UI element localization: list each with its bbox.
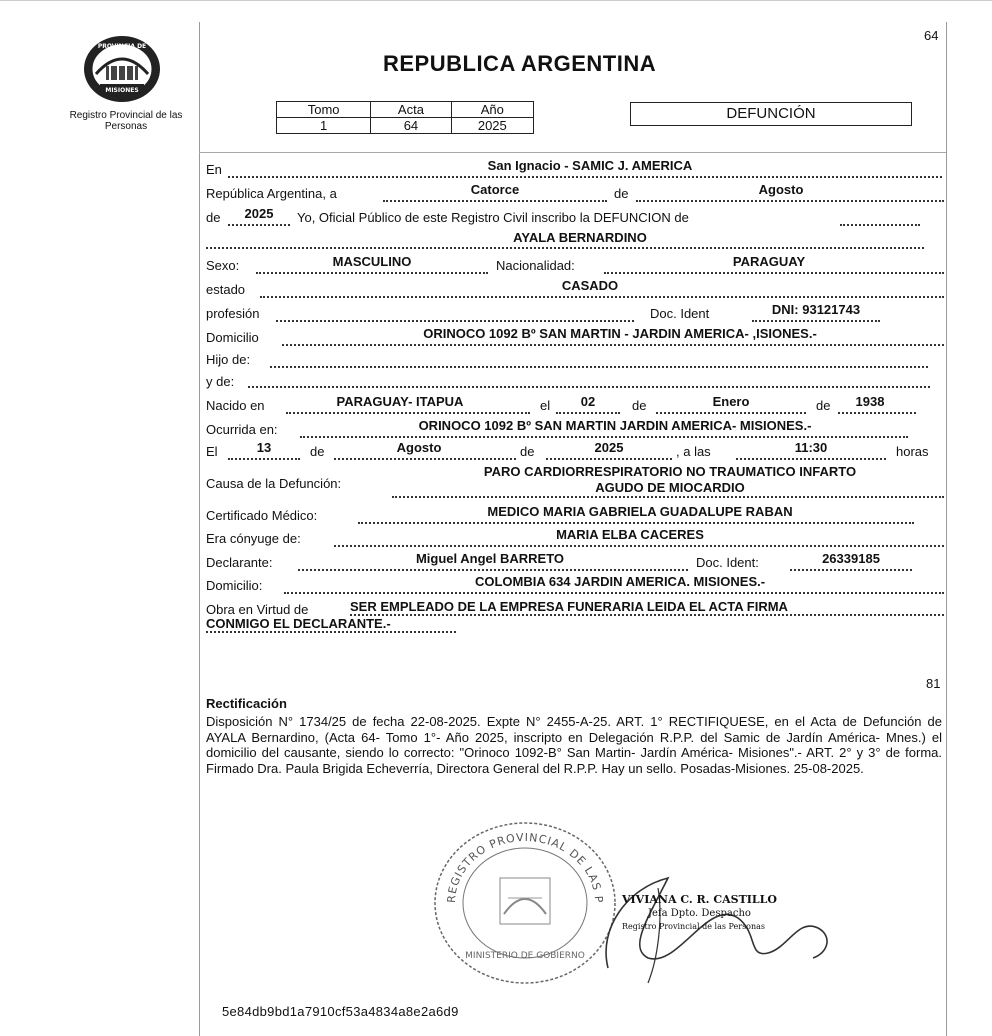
def-anio-line: [546, 458, 672, 460]
obra-label: Obra en Virtud de: [206, 602, 309, 617]
y-de-label: y de:: [206, 374, 235, 389]
registry-label: Registro Provincial de las Personas: [69, 110, 183, 132]
republica-label: República Argentina, a: [206, 186, 337, 201]
sexo-label: Sexo:: [206, 258, 240, 273]
record-value-acta: 64: [371, 118, 451, 134]
domicilio-line: [282, 344, 944, 346]
doc-ident2-label: Doc. Ident:: [696, 555, 759, 570]
document-hash: 5e84db9bd1a7910cf53a4834a8e2a6d9: [222, 1004, 459, 1019]
obra-line1: SER EMPLEADO DE LA EMPRESA FUNERARIA LEIDA EL ACTA FIRMA: [350, 599, 788, 614]
dia-line: [383, 200, 607, 202]
a-las-label: , a las: [676, 444, 711, 459]
domicilio2-value: COLOMBIA 634 JARDIN AMERICA. MISIONES.-: [474, 574, 766, 589]
horas-label: horas: [896, 444, 929, 459]
def-dia-line: [228, 458, 300, 460]
svg-text:REGISTRO PROVINCIAL DE LAS PER: REGISTRO PROVINCIAL DE LAS P: [444, 830, 606, 904]
domicilio2-line: [284, 592, 944, 594]
domicilio2-label: Domicilio:: [206, 578, 263, 593]
y-de-line: [248, 386, 930, 388]
causa-line1: PARO CARDIORRESPIRATORIO NO TRAUMATICO INFARTO: [483, 464, 857, 479]
conyuge-line: [334, 545, 944, 547]
nacido-line: [286, 412, 530, 414]
record-header-acta: Acta: [371, 102, 451, 118]
domicilio-value: ORINOCO 1092 Bº SAN MARTIN - JARDIN AMERICA- ,ISIONES.-: [423, 326, 817, 341]
declarante-label: Declarante:: [206, 555, 273, 570]
def-de2-label: de: [520, 444, 535, 459]
domicilio-label: Domicilio: [206, 330, 259, 345]
conyuge-label: Era cónyuge de:: [206, 531, 301, 546]
nombre-value: AYALA BERNARDINO: [513, 230, 647, 245]
nac-anio-line: [838, 412, 916, 414]
de-anio-label: de: [206, 210, 221, 225]
causa-line2: AGUDO DE MIOCARDIO: [595, 480, 745, 495]
doc-ident-label: Doc. Ident: [650, 306, 710, 321]
svg-text:PROVINCIA DE: PROVINCIA DE: [97, 43, 147, 50]
mes-line: [636, 200, 944, 202]
province-seal: [80, 34, 164, 104]
right-margin-line: [946, 22, 947, 1036]
sexo-line: [256, 272, 488, 274]
record-value-tomo: 1: [277, 118, 371, 134]
el-label: el: [540, 398, 551, 413]
nombre-line: [206, 247, 924, 249]
doc-ident-value: DNI: 93121743: [771, 302, 861, 317]
hijo-label: Hijo de:: [206, 352, 251, 367]
dia-value: Catorce: [470, 182, 520, 197]
doc-ident2-line: [790, 569, 912, 571]
hora-value: 11:30: [794, 440, 828, 455]
record-table-values: [277, 118, 534, 134]
estado-line: [260, 296, 944, 298]
province-seal-icon: [80, 34, 164, 104]
causa-line: [392, 496, 944, 498]
causa-label: Causa de la Defunción:: [206, 476, 342, 491]
certificado-line: [358, 522, 914, 524]
ocurrida-label: Ocurrida en:: [206, 422, 278, 437]
en-value: San Ignacio - SAMIC J. AMERICA: [487, 158, 693, 173]
nac-dia-line: [556, 412, 620, 414]
signer-role: Jefa Dpto. Despacho: [648, 908, 751, 919]
page-title: REPUBLICA ARGENTINA: [383, 51, 657, 76]
nacionalidad-label: Nacionalidad:: [496, 258, 575, 273]
inscribo-text: Yo, Oficial Público de este Registro Civil inscribo la DEFUNCION de: [297, 210, 689, 225]
def-de-label: de: [310, 444, 325, 459]
ocurrida-line: [300, 436, 908, 438]
rectificacion-body: Disposición N° 1734/25 de fecha 22-08-2025. Expte N° 2455-A-25. ART. 1° RECTIFIQUESE, en el Acta de Defunción de AYALA Bernardino, (Acta 64- Tomo 1°- Año 2025, inscripto en Delegación R.P.P. del Samic de Jardín América- Mnes.) el domicilio del causante, siendo lo correcto: "Orinoco 1092-B° San Martin- Jardín América- Misiones".- ART. 2° y 3° de forma. Firmado Dra. Paula Brigida Echeverría, Directora General del R.P.P. Hay un sello. Posadas-Misiones. 25-08-2025.: [206, 714, 942, 776]
estado-value: CASADO: [561, 278, 619, 293]
profesion-label: profesión: [206, 306, 260, 321]
svg-text:MINISTERIO DE GOBIERNO: MINISTERIO DE GOBIERNO: [465, 951, 585, 961]
doc-ident-line: [752, 320, 880, 322]
record-table-header: [277, 102, 534, 118]
nac-de2-label: de: [816, 398, 831, 413]
certificado-value: MEDICO MARIA GABRIELA GUADALUPE RABAN: [487, 504, 793, 519]
nacido-label: Nacido en: [206, 398, 265, 413]
hijo-line: [270, 366, 928, 368]
obra-underline2: [206, 631, 456, 633]
inscribo-line: [840, 224, 920, 226]
declarante-line: [298, 569, 688, 571]
rectificacion-number: 81: [926, 676, 941, 691]
nacionalidad-line: [604, 272, 944, 274]
def-mes-line: [334, 458, 516, 460]
page-number: 64: [924, 28, 939, 43]
el2-label: El: [206, 444, 218, 459]
conyuge-value: MARIA ELBA CACERES: [556, 527, 704, 542]
obra-line2: CONMIGO EL DECLARANTE.-: [206, 616, 391, 631]
nac-de-label: de: [632, 398, 647, 413]
declarante-value: Miguel Angel BARRETO: [415, 551, 565, 566]
en-line: [228, 176, 942, 178]
top-edge-line: [0, 0, 992, 1]
record-header-tomo: Tomo: [277, 102, 371, 118]
left-margin-line: [199, 22, 200, 1036]
obra-underline1: [350, 614, 944, 616]
anio-line: [228, 224, 290, 226]
estado-label: estado: [206, 282, 246, 297]
record-table: [276, 101, 534, 134]
de-label: de: [614, 186, 629, 201]
svg-text:MISIONES: MISIONES: [105, 87, 139, 94]
nac-dia-value: 02: [580, 394, 596, 409]
record-type-box: DEFUNCIÓN: [630, 102, 912, 126]
def-anio-value: 2025: [594, 440, 624, 455]
ocurrida-value: ORINOCO 1092 Bº SAN MARTIN JARDIN AMERICA- MISIONES.-: [418, 418, 812, 433]
def-dia-value: 13: [256, 440, 272, 455]
certificado-label: Certificado Médico:: [206, 508, 318, 523]
mes-value: Agosto: [758, 182, 804, 197]
nac-mes-value: Enero: [712, 394, 750, 409]
def-mes-value: Agosto: [396, 440, 442, 455]
en-label: En: [206, 162, 222, 177]
nac-mes-line: [656, 412, 806, 414]
record-header-anio: Año: [451, 102, 533, 118]
doc-ident2-value: 26339185: [822, 551, 880, 566]
signer-name: VIVIANA C. R. CASTILLO: [622, 893, 777, 906]
signer-org: Registro Provincial de las Personas: [622, 922, 766, 931]
sexo-value: MASCULINO: [332, 254, 412, 269]
header-divider: [199, 152, 946, 153]
anio-value: 2025: [244, 206, 274, 221]
hora-line: [736, 458, 886, 460]
profesion-line: [276, 320, 634, 322]
nacido-value: PARAGUAY- ITAPUA: [336, 394, 464, 409]
nacionalidad-value: PARAGUAY: [732, 254, 806, 269]
nac-anio-value: 1938: [855, 394, 885, 409]
record-value-anio: 2025: [451, 118, 533, 134]
rectificacion-title: Rectificación: [206, 696, 287, 711]
